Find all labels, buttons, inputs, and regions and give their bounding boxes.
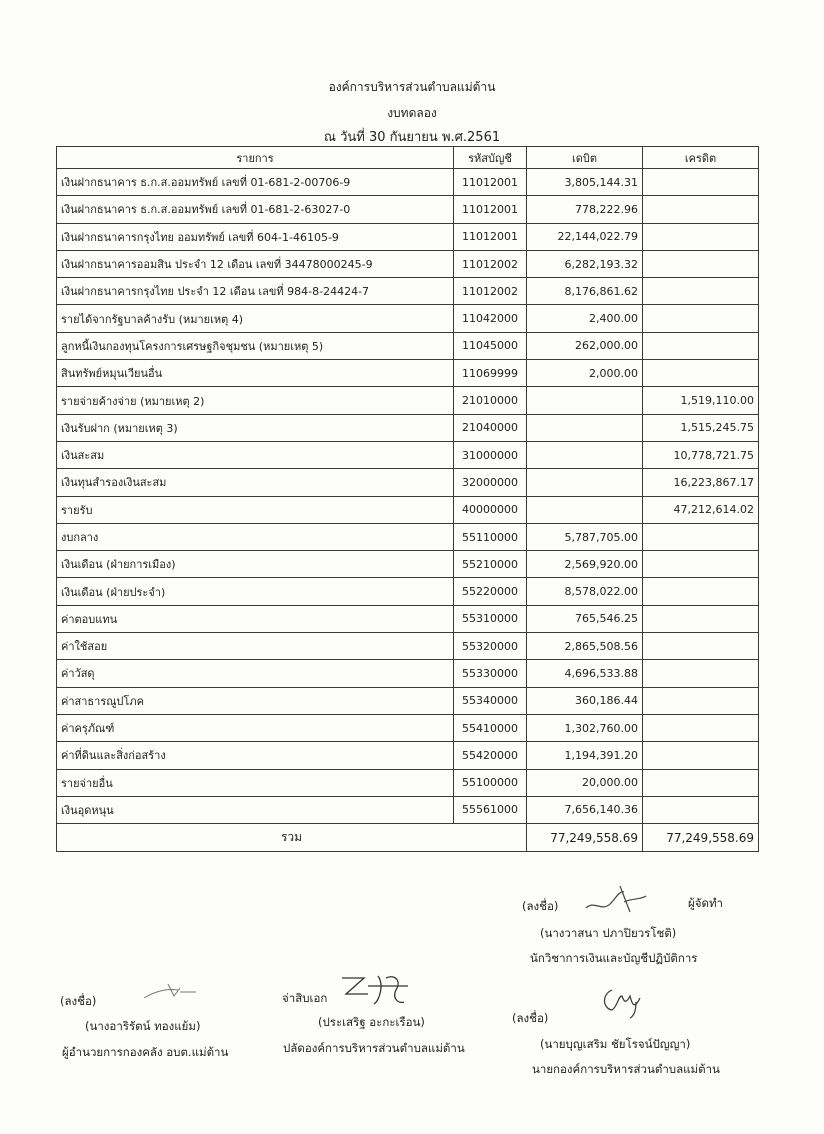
row-account-code: 55320000	[454, 633, 527, 660]
table-header-row	[57, 147, 759, 169]
table-row	[57, 578, 759, 605]
row-item-name: รายจ่ายอื่น	[57, 769, 454, 796]
organization-name: องค์การบริหารส่วนตำบลแม่ต้าน	[328, 80, 496, 94]
total-debit: 77,249,558.69	[527, 824, 643, 852]
row-debit	[527, 387, 643, 414]
table-row	[57, 441, 759, 468]
row-item-name: เงินฝากธนาคาร ธ.ก.ส.ออมทรัพย์ เลขที่ 01-681-2-63027-0	[57, 196, 454, 223]
row-debit: 8,578,022.00	[527, 578, 643, 605]
total-credit: 77,249,558.69	[643, 824, 759, 852]
table-row	[57, 523, 759, 550]
row-account-code: 11069999	[454, 360, 527, 387]
column-header-debit: เดบิต	[527, 147, 643, 169]
table-row	[57, 551, 759, 578]
table-row	[57, 196, 759, 223]
row-credit	[643, 196, 759, 223]
row-item-name: รายได้จากรัฐบาลค้างรับ (หมายเหตุ 4)	[57, 305, 454, 332]
table-row	[57, 496, 759, 523]
row-credit	[643, 305, 759, 332]
row-account-code: 40000000	[454, 496, 527, 523]
row-account-code: 11042000	[454, 305, 527, 332]
row-account-code: 55340000	[454, 687, 527, 714]
row-item-name: ค่าสาธารณูปโภค	[57, 687, 454, 714]
total-label: รวม	[57, 824, 527, 852]
table-body	[57, 169, 759, 824]
table-row	[57, 796, 759, 823]
table-row	[57, 360, 759, 387]
trial-balance-table	[56, 146, 759, 852]
row-credit	[643, 687, 759, 714]
row-item-name: รายจ่ายค้างจ่าย (หมายเหตุ 2)	[57, 387, 454, 414]
chief-name: (นายบุญเสริม ชัยโรจน์ปัญญา)	[540, 1037, 691, 1051]
finance-director-position: ผู้อำนวยการกองคลัง อบต.แม่ต้าน	[62, 1045, 229, 1059]
row-debit	[527, 441, 643, 468]
row-account-code: 11012002	[454, 250, 527, 277]
row-credit: 1,519,110.00	[643, 387, 759, 414]
row-debit: 360,186.44	[527, 687, 643, 714]
row-credit	[643, 742, 759, 769]
preparer-position: นักวิชาการเงินและบัญชีปฏิบัติการ	[530, 951, 698, 965]
row-item-name: ค่าครุภัณฑ์	[57, 714, 454, 741]
row-item-name: รายรับ	[57, 496, 454, 523]
row-debit: 22,144,022.79	[527, 223, 643, 250]
row-account-code: 11012001	[454, 196, 527, 223]
row-account-code: 32000000	[454, 469, 527, 496]
deputy-position: ปลัดองค์การบริหารส่วนตำบลแม่ต้าน	[283, 1041, 465, 1055]
row-debit: 2,865,508.56	[527, 633, 643, 660]
row-item-name: เงินอุดหนุน	[57, 796, 454, 823]
row-item-name: เงินฝากธนาคาร ธ.ก.ส.ออมทรัพย์ เลขที่ 01-681-2-00706-9	[57, 169, 454, 196]
row-account-code: 55100000	[454, 769, 527, 796]
row-credit: 16,223,867.17	[643, 469, 759, 496]
table-row	[57, 605, 759, 632]
row-item-name: ค่าตอบแทน	[57, 605, 454, 632]
row-account-code: 11012001	[454, 169, 527, 196]
row-debit: 778,222.96	[527, 196, 643, 223]
row-item-name: เงินเดือน (ฝ่ายประจำ)	[57, 578, 454, 605]
preparer-signature-scribble	[580, 882, 652, 918]
row-debit	[527, 496, 643, 523]
table-row	[57, 387, 759, 414]
row-credit	[643, 223, 759, 250]
row-item-name: ค่าวัสดุ	[57, 660, 454, 687]
row-credit	[643, 769, 759, 796]
row-item-name: สินทรัพย์หมุนเวียนอื่น	[57, 360, 454, 387]
row-debit	[527, 414, 643, 441]
row-item-name: เงินรับฝาก (หมายเหตุ 3)	[57, 414, 454, 441]
row-debit: 6,282,193.32	[527, 250, 643, 277]
row-debit: 8,176,861.62	[527, 278, 643, 305]
row-item-name: งบกลาง	[57, 523, 454, 550]
row-credit	[643, 169, 759, 196]
row-credit	[643, 796, 759, 823]
row-account-code: 55561000	[454, 796, 527, 823]
column-header-item: รายการ	[57, 147, 454, 169]
preparer-name: (นางวาสนา ปภาปิยวรโชติ)	[540, 926, 677, 940]
row-item-name: ลูกหนี้เงินกองทุนโครงการเศรษฐกิจชุมชน (หมายเหตุ 5)	[57, 332, 454, 359]
row-debit: 1,302,760.00	[527, 714, 643, 741]
table-row	[57, 332, 759, 359]
table-row	[57, 223, 759, 250]
table-row	[57, 278, 759, 305]
deputy-name: (ประเสริฐ อะกะเรือน)	[318, 1015, 425, 1029]
finance-director-signature-scribble	[140, 980, 200, 1004]
as-of-date: ณ วันที่ 30 กันยายน พ.ศ.2561	[323, 130, 501, 145]
table-row	[57, 769, 759, 796]
row-account-code: 55220000	[454, 578, 527, 605]
finance-director-sign-prefix: (ลงชื่อ)	[60, 994, 97, 1008]
deputy-signature-scribble	[338, 970, 414, 1010]
row-item-name: เงินฝากธนาคารกรุงไทย ประจำ 12 เดือน เลขที่ 984-8-24424-7	[57, 278, 454, 305]
row-debit: 2,000.00	[527, 360, 643, 387]
row-credit	[643, 278, 759, 305]
chief-position: นายกองค์การบริหารส่วนตำบลแม่ต้าน	[532, 1062, 720, 1076]
row-credit: 10,778,721.75	[643, 441, 759, 468]
row-debit: 20,000.00	[527, 769, 643, 796]
row-item-name: ค่าใช้สอย	[57, 633, 454, 660]
chief-sign-prefix: (ลงชื่อ)	[512, 1011, 549, 1025]
row-debit: 2,569,920.00	[527, 551, 643, 578]
row-credit	[643, 714, 759, 741]
preparer-sign-prefix: (ลงชื่อ)	[522, 899, 559, 913]
row-account-code: 11045000	[454, 332, 527, 359]
row-item-name: ค่าที่ดินและสิ่งก่อสร้าง	[57, 742, 454, 769]
row-debit: 262,000.00	[527, 332, 643, 359]
document-title: งบทดลอง	[387, 106, 437, 120]
row-credit	[643, 578, 759, 605]
row-account-code: 31000000	[454, 441, 527, 468]
deputy-sign-prefix: จ่าสิบเอก	[282, 991, 328, 1005]
row-credit: 1,515,245.75	[643, 414, 759, 441]
table-row	[57, 169, 759, 196]
row-item-name: เงินทุนสำรองเงินสะสม	[57, 469, 454, 496]
row-account-code: 55410000	[454, 714, 527, 741]
row-account-code: 55210000	[454, 551, 527, 578]
row-item-name: เงินสะสม	[57, 441, 454, 468]
row-account-code: 11012001	[454, 223, 527, 250]
row-debit	[527, 469, 643, 496]
table-row	[57, 633, 759, 660]
row-account-code: 11012002	[454, 278, 527, 305]
finance-director-name: (นางอาริรัตน์ ทองแย้ม)	[85, 1019, 201, 1033]
preparer-role: ผู้จัดทำ	[688, 896, 723, 910]
row-debit: 4,696,533.88	[527, 660, 643, 687]
table-row	[57, 250, 759, 277]
row-debit: 5,787,705.00	[527, 523, 643, 550]
column-header-credit: เครดิต	[643, 147, 759, 169]
row-credit	[643, 605, 759, 632]
total-row	[57, 824, 759, 852]
row-item-name: เงินฝากธนาคารกรุงไทย ออมทรัพย์ เลขที่ 604-1-46105-9	[57, 223, 454, 250]
chief-signature-scribble	[596, 984, 646, 1020]
table-row	[57, 714, 759, 741]
row-item-name: เงินฝากธนาคารออมสิน ประจำ 12 เดือน เลขที่ 34478000245-9	[57, 250, 454, 277]
row-credit: 47,212,614.02	[643, 496, 759, 523]
table-row	[57, 414, 759, 441]
row-credit	[643, 633, 759, 660]
row-account-code: 55330000	[454, 660, 527, 687]
row-credit	[643, 551, 759, 578]
row-debit: 2,400.00	[527, 305, 643, 332]
row-credit	[643, 250, 759, 277]
row-debit: 3,805,144.31	[527, 169, 643, 196]
row-credit	[643, 660, 759, 687]
table-row	[57, 305, 759, 332]
row-debit: 765,546.25	[527, 605, 643, 632]
row-account-code: 21010000	[454, 387, 527, 414]
column-header-code: รหัสบัญชี	[454, 147, 527, 169]
row-credit	[643, 332, 759, 359]
row-credit	[643, 523, 759, 550]
row-account-code: 55110000	[454, 523, 527, 550]
row-credit	[643, 360, 759, 387]
table-row	[57, 660, 759, 687]
row-debit: 7,656,140.36	[527, 796, 643, 823]
row-item-name: เงินเดือน (ฝ่ายการเมือง)	[57, 551, 454, 578]
row-account-code: 55420000	[454, 742, 527, 769]
table-row	[57, 687, 759, 714]
table-row	[57, 742, 759, 769]
row-account-code: 55310000	[454, 605, 527, 632]
table-row	[57, 469, 759, 496]
row-account-code: 21040000	[454, 414, 527, 441]
row-debit: 1,194,391.20	[527, 742, 643, 769]
